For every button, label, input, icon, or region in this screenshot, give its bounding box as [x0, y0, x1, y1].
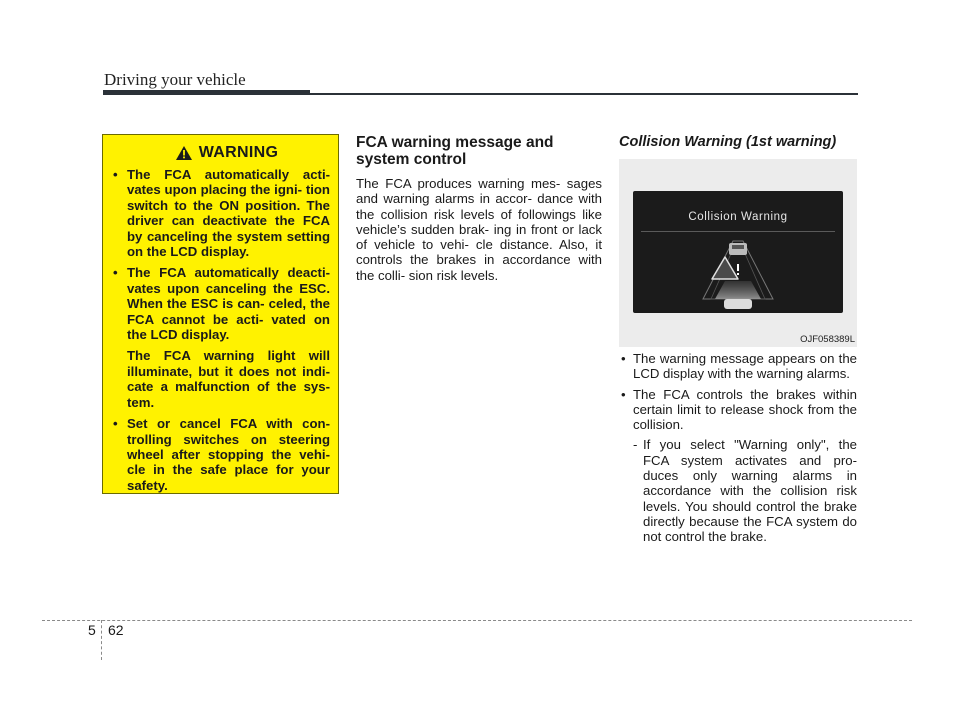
chapter-number: 5 [88, 622, 96, 638]
warning-item: • The FCA automatically deacti- vates upon canceling the ESC. When the ESC is can- celed, the FCA cannot be acti- vated on the LCD display. [113, 265, 330, 342]
lcd-divider [641, 231, 835, 232]
warning-note: The FCA warning light will illuminate, but it does not indi- cate a malfunction of the sys- tem. [127, 348, 330, 410]
header-rule [310, 93, 858, 95]
page-number: 62 [108, 622, 124, 638]
subsection-heading: Collision Warning (1st warning) [619, 134, 837, 150]
sub-list-item: - If you select "Warning only", the FCA system activates and pro- duces only warning alarms in accordance with the collision risk levels. You should control the brake directly because the FCA system do not control the brake. [619, 437, 857, 544]
footer-divider [101, 620, 102, 660]
collision-warning-figure [619, 159, 857, 347]
figure-code: OJF058389L [800, 334, 855, 345]
right-bullets [619, 351, 857, 545]
warning-title: WARNING [198, 144, 279, 162]
lcd-display [633, 191, 843, 313]
list-item: • The warning message appears on the LCD display with the warning alarms. [619, 351, 857, 382]
warning-triangle-icon [175, 145, 193, 161]
middle-column [356, 134, 602, 283]
warning-heading [123, 145, 330, 161]
header-title: Driving your vehicle [104, 70, 246, 89]
header-bar [103, 90, 310, 95]
warning-item: • Set or cancel FCA with con- trolling switches on steering wheel after stopping the vehi- cle in the safe place for your safety. [113, 416, 330, 493]
road-scene-graphic [633, 235, 843, 313]
right-column [619, 134, 857, 150]
footer-rule [42, 620, 912, 621]
list-item: • The FCA controls the brakes within certain limit to release shock from the collision. [619, 387, 857, 433]
section-paragraph: The FCA produces warning mes- sages and warning alarms in accor- dance with the collision risk levels of followings like vehicle’s sudden brak- ing in front or lack of vehicle to vehi- cle distance. Also, it controls the brakes in accordance with the colli- sion risk levels. [356, 176, 602, 283]
warning-box [102, 134, 339, 494]
section-heading: FCA warning message and system control [356, 134, 554, 168]
warning-item: • The FCA automatically acti- vates upon placing the igni- tion switch to the ON position. The driver can deactivate the FCA by canceling the system setting on the LCD display. [113, 167, 330, 259]
lcd-message: Collision Warning [688, 211, 788, 223]
